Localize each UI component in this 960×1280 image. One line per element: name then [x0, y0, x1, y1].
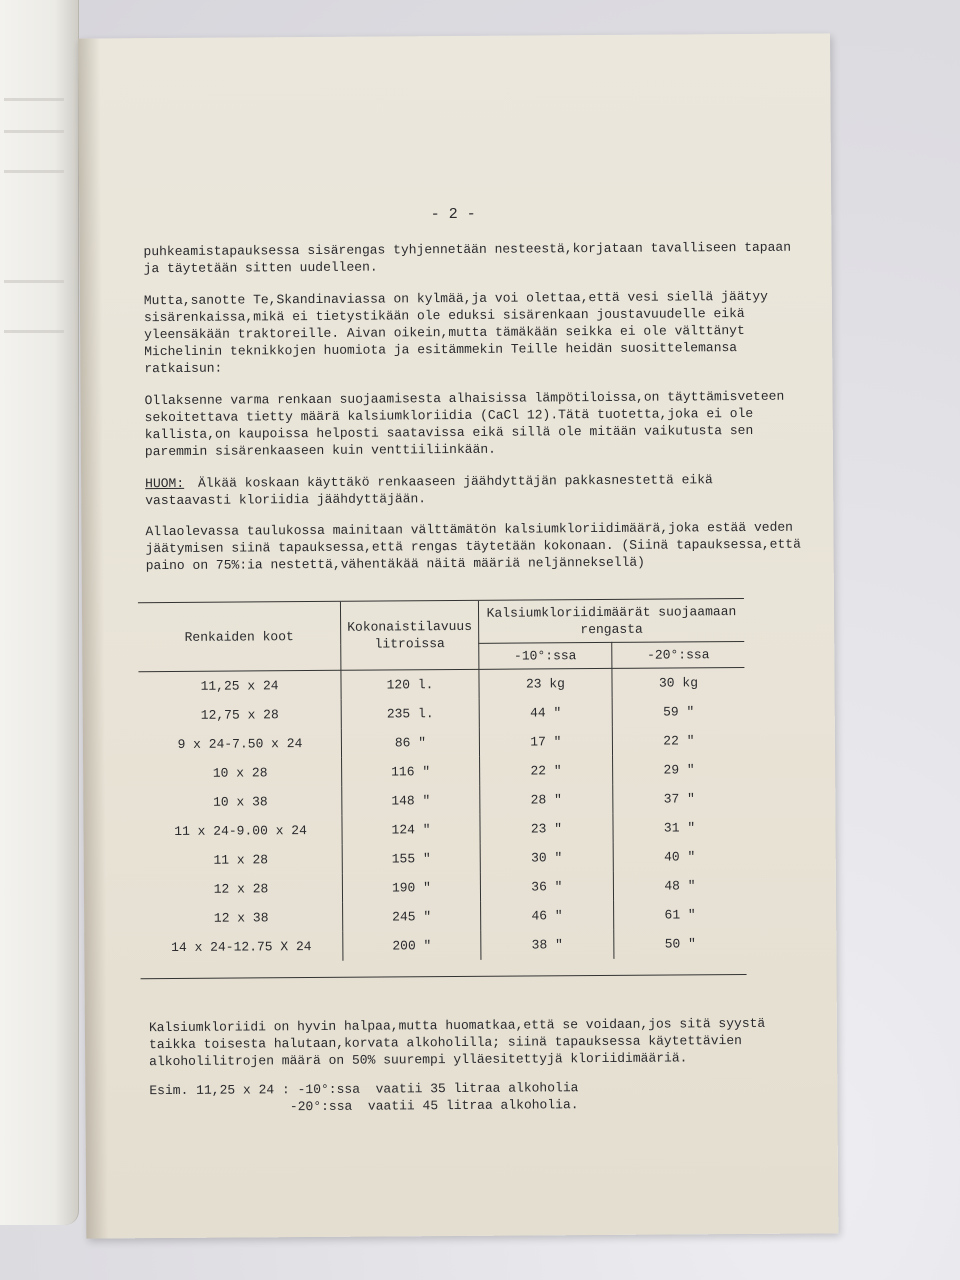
footer-section [149, 1015, 810, 1117]
header-chloride: Kalsiumkloriidimäärät suojaamaan rengasta [478, 599, 744, 643]
bleed-text [4, 330, 64, 333]
cell-m20: 22 " [663, 733, 695, 749]
cell-volume: 124 " [342, 815, 480, 845]
header-tire-size: Renkaiden koot [138, 602, 341, 672]
cell-m10: 46 " [480, 901, 613, 931]
cell-m20: 29 " [663, 762, 695, 778]
bleed-text [4, 280, 64, 283]
cell-m10: 23 kg [479, 668, 612, 698]
cell-m20: 30 kg [658, 675, 699, 691]
cell-m10: 23 " [480, 814, 613, 844]
table-row [140, 871, 746, 904]
example-line-2: -20°:ssa vaatii 45 litraa alkoholia. [149, 1097, 579, 1116]
header-minus20: -20°:ssa [612, 641, 745, 668]
cell-volume: 190 " [342, 873, 480, 903]
cell-volume: 235 l. [341, 699, 479, 729]
cell-m20: 40 " [664, 849, 696, 865]
table-frame [138, 598, 747, 979]
paragraph-2: Mutta,sanotte Te,Skandinaviassa on kylmää,ja voi olettaa,että vesi siellä jäätyy sisärenkaissa,mikä ei tietystikään ole eduksi sisärenkaan joustavuudelle eikä yleensäkään traktoreille. Aivan oikein,mutta tämäkään seikka ei ole välttänyt Michelinin teknikkojen huomiota ja esitämmekin Teille heidän suosittelemansa ratkaisun: [143, 288, 768, 377]
cell-m20: 48 " [664, 878, 696, 894]
footer-paragraph: Kalsiumkloriidi on hyvin halpaa,mutta huomatkaa,että se voidaan,jos sitä syystä taikka toisesta halutaan,korvata alkoholilla; siinä tapauksessa käytettävien alkoholilitrojen määrä on 50% suurempi ylläesitettyjä kloriidimääriä. [148, 1015, 766, 1070]
cell-m10: 44 " [479, 698, 612, 728]
cell-m20: 61 " [664, 907, 696, 923]
table-intro: Allaolevassa taulukossa mainitaan välttämätön kalsiumkloriidimäärä,joka estää veden jäätymisen siinä tapauksessa,että rengas täytetään kokonaan. (Siinä tapauksessa,että paino on 75%:ia nestettä,vähentäkää näitä määriä neljänneksellä) [145, 519, 801, 574]
cell-size: 14 x 24-12.75 X 24 [140, 932, 343, 962]
warning-note [145, 471, 805, 510]
cell-m20: 59 " [663, 704, 695, 720]
cell-volume: 86 " [341, 728, 479, 758]
cell-size: 10 x 28 [139, 758, 342, 788]
page-content [143, 204, 809, 1117]
cell-volume: 155 " [342, 844, 480, 874]
cell-size: 11 x 28 [140, 845, 343, 875]
cell-size: 12 x 38 [140, 903, 343, 933]
table-row [139, 697, 745, 730]
table-row [140, 900, 746, 933]
cell-m10: 17 " [479, 727, 612, 757]
cell-size: 12 x 28 [140, 874, 343, 904]
table-row [139, 726, 745, 759]
example-block [149, 1078, 809, 1117]
header-volume: Kokonaistilavuus litroissa [340, 601, 478, 670]
cell-volume: 120 l. [341, 669, 479, 699]
page-number: - 2 - [430, 205, 476, 224]
left-page-edge [0, 0, 79, 1225]
table-row [139, 813, 745, 846]
table-row [140, 842, 746, 875]
calcium-chloride-table [138, 599, 746, 962]
table-row [140, 929, 746, 962]
cell-m10: 28 " [480, 785, 613, 815]
table-body [138, 667, 746, 962]
bleed-text [4, 130, 64, 133]
cell-volume: 148 " [342, 786, 480, 816]
header-minus10: -10°:ssa [479, 642, 612, 669]
bleed-text [4, 98, 64, 101]
cell-volume: 200 " [343, 931, 481, 961]
cell-m10: 22 " [479, 756, 612, 786]
cell-m20: 37 " [663, 791, 695, 807]
cell-m10: 38 " [481, 930, 614, 960]
cell-volume: 245 " [343, 902, 481, 932]
table-row [139, 755, 745, 788]
cell-size: 12,75 x 28 [139, 700, 342, 730]
table-row [138, 667, 744, 701]
document-page [78, 33, 838, 1238]
paragraph-3: Ollaksenne varma renkaan suojaamisesta alhaisissa lämpötiloissa,on täyttämisveteen sekoitettava tietty määrä kalsiumkloriidia (CaCl 12).Tätä tuotetta,joka ei ole kallista,on kaupoissa helposti saatavissa eikä sillä ole mitään vaikutusta sen paremmin sisärenkaaseen kuin venttiiliinkään. [144, 388, 785, 460]
cell-m10: 30 " [480, 843, 613, 873]
cell-size: 10 x 38 [139, 787, 342, 817]
warning-text: Älkää koskaan käyttäkö renkaaseen jäähdyttäjän pakkasnestettä eikä vastaavasti kloriidia jäähdyttäjään. [145, 472, 713, 509]
bleed-text [4, 170, 64, 173]
cell-size: 11 x 24-9.00 x 24 [139, 816, 342, 846]
example-line-1: Esim. 11,25 x 24 : -10°:ssa vaatii 35 litraa alkoholia [149, 1080, 579, 1099]
table-row [139, 784, 745, 817]
cell-m20: 50 " [664, 936, 696, 952]
cell-m10: 36 " [480, 872, 613, 902]
cell-size: 11,25 x 24 [138, 670, 341, 701]
cell-size: 9 x 24-7.50 x 24 [139, 729, 342, 759]
cell-volume: 116 " [342, 757, 480, 787]
warning-label: HUOM: [145, 475, 185, 492]
paragraph-1: puhkeamistapauksessa sisärengas tyhjennetään nesteestä,korjataan tavalliseen tapaan ja täytetään sitten uudelleen. [143, 239, 792, 277]
cell-m20: 31 " [663, 820, 696, 836]
